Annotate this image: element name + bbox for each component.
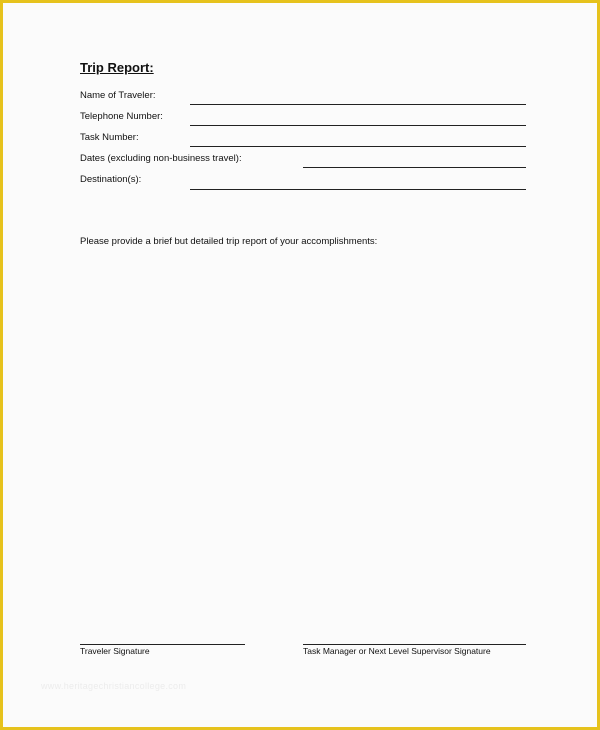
traveler-name-line[interactable] [190, 104, 526, 105]
destination-line[interactable] [190, 189, 526, 190]
watermark: www.heritagechristiancollege.com [41, 681, 187, 691]
supervisor-signature-line[interactable] [303, 644, 526, 645]
supervisor-signature-label: Task Manager or Next Level Supervisor Signature [303, 646, 491, 656]
task-number-label: Task Number: [80, 132, 139, 143]
traveler-name-label: Name of Traveler: [80, 90, 156, 101]
document-page [3, 3, 597, 727]
telephone-number-label: Telephone Number: [80, 111, 163, 122]
telephone-number-line[interactable] [190, 125, 526, 126]
task-number-line[interactable] [190, 146, 526, 147]
traveler-signature-label: Traveler Signature [80, 646, 150, 656]
dates-line[interactable] [303, 167, 526, 168]
dates-label: Dates (excluding non-business travel): [80, 153, 242, 164]
traveler-signature-line[interactable] [80, 644, 245, 645]
report-instruction: Please provide a brief but detailed trip report of your accomplishments: [80, 236, 378, 247]
form-title: Trip Report: [80, 60, 154, 75]
destination-label: Destination(s): [80, 174, 142, 185]
